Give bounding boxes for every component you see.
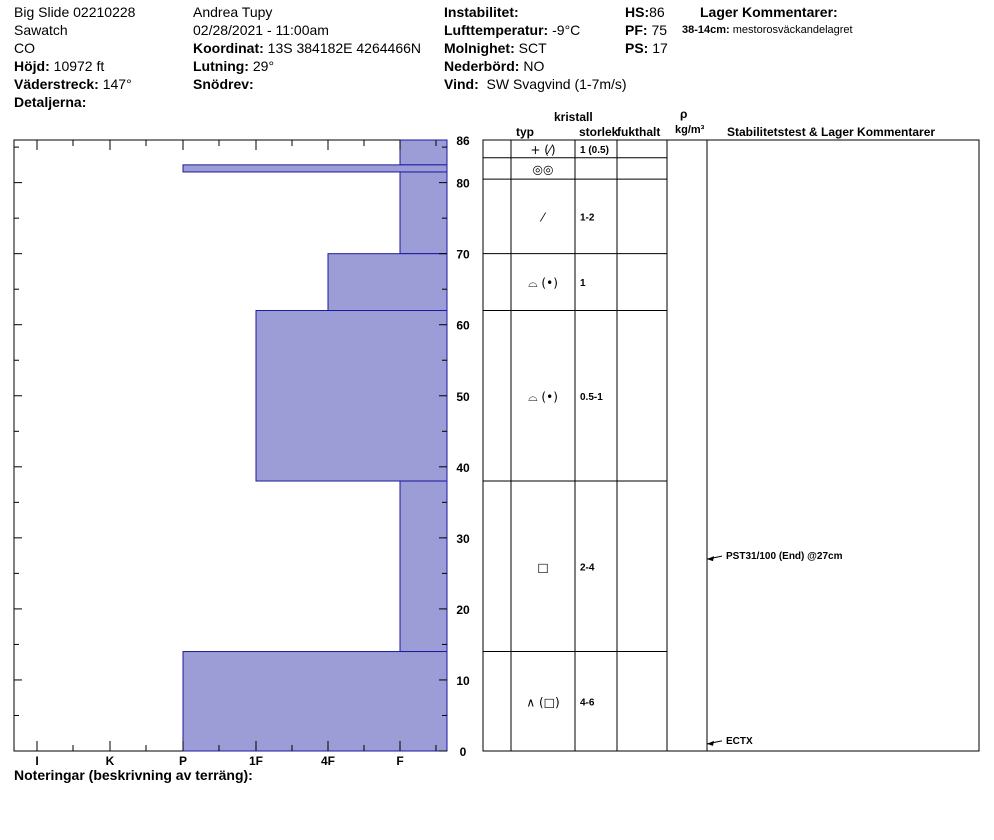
observer-name: Andrea Tupy [193, 4, 273, 20]
grain-type-symbol: ◎◎ [532, 162, 554, 177]
aspect-value: 147° [102, 76, 132, 92]
elevation-value: 10972 ft [53, 58, 105, 74]
hardness-scale-label: F [396, 754, 404, 768]
range-name: Sawatch [14, 22, 68, 38]
precip-label: Nederbörd: [444, 58, 520, 74]
state-name: CO [14, 40, 35, 56]
density-unit-header: kg/m³ [675, 124, 705, 136]
airtemp-value: -9°C [552, 22, 581, 38]
slope-label: Lutning: [193, 58, 249, 74]
details-label: Detaljerna: [14, 94, 87, 110]
crystal-header: kristall [554, 110, 593, 124]
table-frame [483, 140, 979, 751]
grain-size-label: 2-4 [580, 562, 595, 574]
grain-type-symbol: ∧ (□) [526, 695, 560, 710]
density-symbol: ρ [680, 107, 688, 121]
pf-value: 75 [651, 22, 668, 38]
layer-comments-title: Lager Kommentarer: [700, 4, 838, 20]
depth-tick-label: 60 [456, 318, 470, 333]
coord-label: Koordinat: [193, 40, 264, 56]
depth-tick-label: 0 [459, 745, 467, 759]
stability-test-label: PST31/100 (End) @27cm [726, 551, 843, 563]
depth-tick-label: 80 [456, 176, 470, 191]
grain-size-label: 1 (0.5) [580, 144, 609, 156]
precip-value: NO [523, 58, 545, 74]
hardness-bar [400, 172, 447, 254]
hardness-bar [400, 140, 447, 165]
hardness-bar [183, 165, 447, 172]
stability-header: Stabilitetstest & Lager Kommentarer [727, 125, 936, 139]
wind-value: SW Svagvind (1-7m/s) [486, 76, 627, 92]
pf-label: PF: [625, 22, 648, 38]
layer-comment-text: mestorosväckandelagret [732, 24, 853, 36]
moisture-header: fukthalt [617, 125, 661, 139]
depth-tick-label: 30 [456, 531, 470, 546]
crystal-size-header: storlek [579, 125, 619, 139]
grain-size-label: 4-6 [580, 697, 595, 709]
hs-label: HS: [625, 4, 650, 20]
hardness-scale-label: I [35, 754, 39, 768]
hardness-scale-label: 1F [248, 754, 264, 768]
hardness-bar [400, 481, 447, 652]
hardness-bar [328, 254, 447, 311]
crystal-type-header: typ [516, 125, 534, 139]
stability-test-label: ECTX [726, 735, 753, 747]
elevation-label: Höjd: [14, 58, 50, 74]
grain-size-label: 1 [580, 278, 586, 290]
observation-datetime: 02/28/2021 - 11:00am [193, 22, 329, 38]
hardness-scale-label: P [178, 754, 188, 768]
grain-type-symbol: ⁄ [541, 210, 545, 225]
layer-comment-range: 38-14cm: [682, 24, 730, 36]
airtemp-label: Lufttemperatur: [444, 22, 549, 38]
depth-tick-label: 10 [456, 673, 470, 688]
depth-tick-label: 70 [456, 247, 470, 262]
depth-tick-label: 40 [456, 460, 470, 475]
wind-label: Vind: [444, 76, 479, 92]
sky-label: Molnighet: [444, 40, 515, 56]
ps-value: 17 [652, 40, 668, 56]
instability-label: Instabilitet: [444, 4, 519, 20]
hs-value: 86 [649, 4, 665, 20]
depth-tick-label: 86 [456, 134, 470, 148]
hardness-bar [256, 311, 447, 482]
sky-value: SCT [518, 40, 547, 56]
hardness-scale-label: K [105, 754, 115, 768]
hardness-bar [183, 652, 447, 751]
grain-type-symbol: + (⁄) [530, 142, 556, 157]
ps-label: PS: [625, 40, 649, 56]
depth-tick-label: 50 [456, 389, 470, 404]
grain-type-symbol: ⌓ (•) [528, 389, 558, 404]
grain-size-label: 1-2 [580, 212, 595, 224]
slope-value: 29° [252, 58, 275, 74]
site-name: Big Slide 02210228 [14, 4, 136, 20]
grain-size-label: 0.5-1 [580, 391, 603, 403]
grain-type-symbol: □ [537, 560, 549, 575]
grain-type-symbol: ⌓ (•) [528, 276, 558, 291]
aspect-label: Väderstreck: [14, 76, 99, 92]
notes-label: Noteringar (beskrivning av terräng): [14, 767, 253, 783]
coord-value: 13S 384182E 4264466N [267, 40, 422, 56]
drift-label: Snödrev: [193, 76, 254, 92]
hardness-scale-label: 4F [320, 754, 336, 768]
depth-tick-label: 20 [456, 602, 470, 617]
